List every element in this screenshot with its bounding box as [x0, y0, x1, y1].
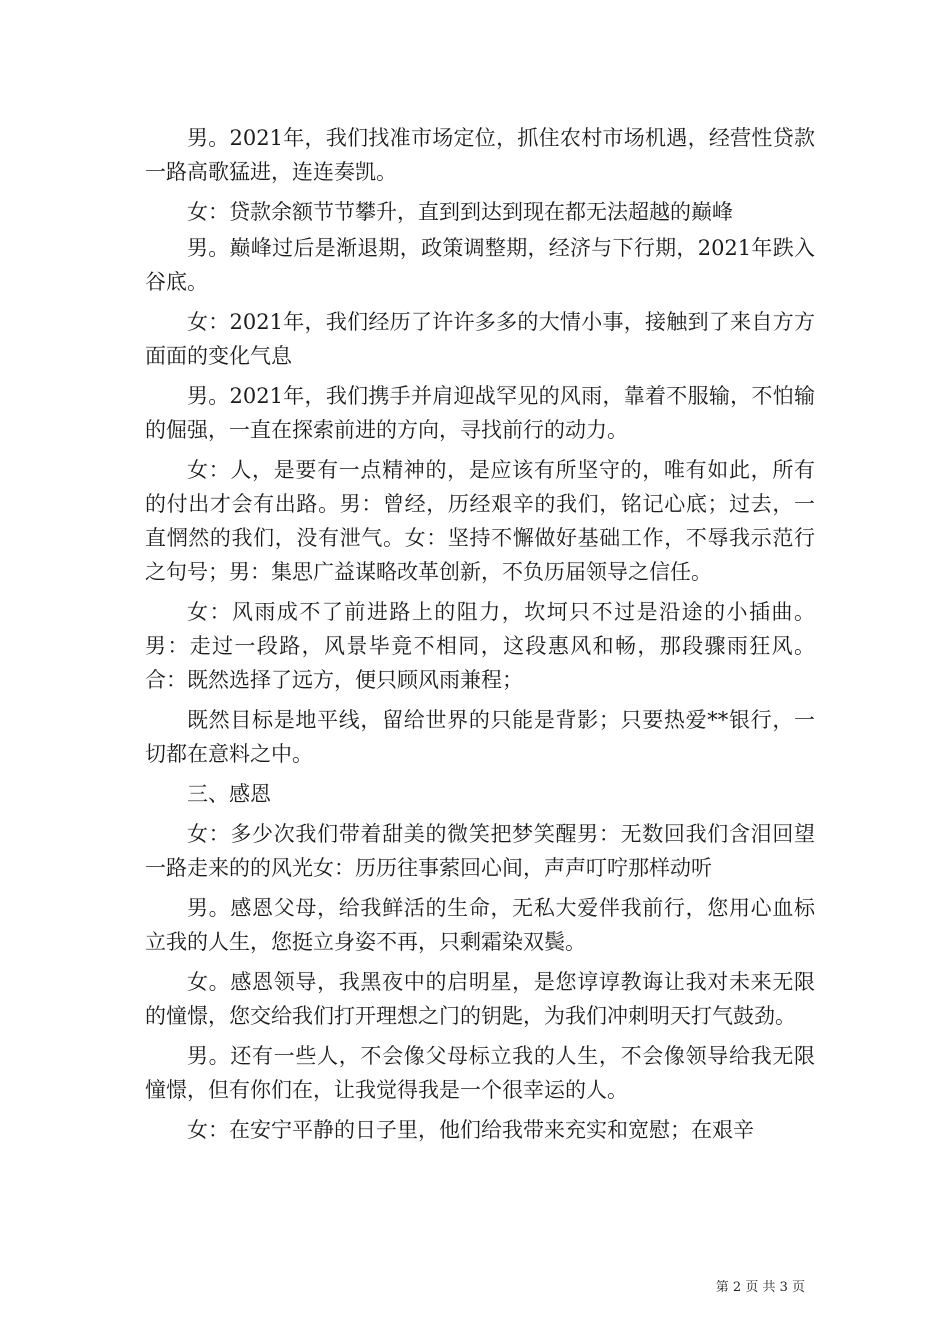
- paragraph-11: 女。感恩领导，我黑夜中的启明星，是您谆谆教诲让我对未来无限的憧憬，您交给我们打开理想之门的钥匙，为我们冲刺明天打气鼓劲。: [145, 970, 815, 1028]
- paragraph-10: 男。感恩父母，给我鲜活的生命，无私大爱伴我前行，您用心血标立我的人生，您挺立身姿不再，只剩霜染双鬓。: [145, 896, 815, 954]
- paragraph-7: 女：风雨成不了前进路上的阻力，坎坷只不过是沿途的小插曲。男：走过一段路，风景毕竟不相同，这段惠风和畅，那段骤雨狂风。合：既然选择了远方，便只顾风雨兼程；: [145, 600, 815, 692]
- document-body: [145, 121, 815, 1153]
- paragraph-3: 男。巅峰过后是渐退期，政策调整期，经济与下行期，2021年跌入谷底。: [145, 236, 815, 294]
- paragraph-6: 女：人，是要有一点精神的，是应该有所坚守的，唯有如此，所有的付出才会有出路。男：曾经，历经艰辛的我们，铭记心底；过去，一直惘然的我们，没有泄气。女：坚持不懈做好基础工作，不辱我示范行之句号；男：集思广益谋略改革创新，不负历届领导之信任。: [145, 458, 815, 584]
- paragraph-13: 女：在安宁平静的日子里，他们给我带来充实和宽慰；在艰辛: [187, 1118, 754, 1142]
- paragraph-2: 女：贷款余额节节攀升，直到到达到现在都无法超越的巅峰: [187, 200, 733, 224]
- section-heading: 三、感恩: [187, 782, 271, 806]
- paragraph-8: 既然目标是地平线，留给世界的只能是背影；只要热爱**银行，一切都在意料之中。: [145, 708, 815, 766]
- paragraph-12: 男。还有一些人，不会像父母标立我的人生，不会像领导给我无限憧憬，但有你们在，让我觉得我是一个很幸运的人。: [145, 1044, 815, 1102]
- paragraph-1: 男。2021年，我们找准市场定位，抓住农村市场机遇，经营性贷款一路高歌猛进，连连奏凯。: [145, 126, 815, 184]
- page-number: 第 2 页 共 3 页: [715, 1280, 805, 1295]
- paragraph-4: 女：2021年，我们经历了许许多多的大情小事，接触到了来自方方面面的变化气息: [145, 310, 815, 368]
- paragraph-9: 女：多少次我们带着甜美的微笑把梦笑醒男：无数回我们含泪回望一路走来的的风光女：历历往事萦回心间，声声叮咛那样动听: [145, 822, 815, 880]
- paragraph-5: 男。2021年，我们携手并肩迎战罕见的风雨，靠着不服输，不怕输的倔强，一直在探索前进的方向，寻找前行的动力。: [145, 384, 815, 442]
